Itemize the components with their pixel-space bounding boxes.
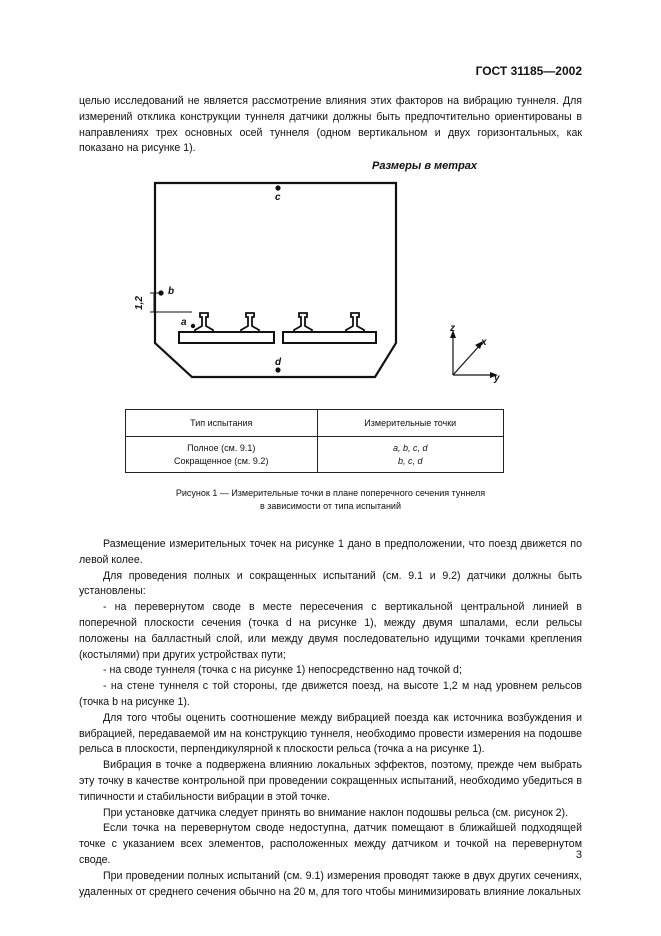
rail-left-2 — [241, 313, 259, 332]
test-types-table — [125, 409, 504, 473]
paragraph: Для проведения полных и сокращенных испытаний (см. 9.1 и 9.2) датчики должны быть установлены: — [79, 569, 582, 598]
caption-line-2: в зависимости от типа испытаний — [260, 501, 401, 511]
tunnel-cross-section-figure — [120, 175, 510, 385]
point-b-label: b — [168, 286, 175, 297]
point-c-label: c — [275, 192, 281, 203]
table-header-points: Измерительные точки — [317, 410, 504, 437]
rail-right-1 — [294, 313, 312, 332]
standard-number: ГОСТ 31185—2002 — [475, 64, 582, 78]
tunnel-outline — [155, 183, 396, 377]
axis-y-label: y — [494, 373, 500, 384]
axis-x-label: x — [481, 337, 487, 348]
right-track-bed — [283, 332, 376, 343]
test-type-cell: Сокращенное (см. 9.2) — [126, 454, 318, 473]
rail-right-2 — [346, 313, 364, 332]
intro-text — [79, 94, 582, 157]
point-a-marker — [191, 324, 195, 328]
point-d-marker — [275, 367, 280, 372]
paragraph: Вибрация в точке а подвержена влиянию локальных эффектов, поэтому, прежде чем выбрать эту точку в качестве контрольной при проведении сокращенных испытаний, необходимо убедиться в типичности и стабильности вибрации в этой точке. — [79, 759, 582, 803]
rail-left-1 — [195, 313, 213, 332]
caption-line-1: Рисунок 1 — Измерительные точки в плане поперечного сечения туннеля — [175, 488, 486, 498]
test-type-cell: Полное (см. 9.1) — [126, 437, 318, 455]
figure-caption — [79, 487, 582, 513]
table-row — [126, 437, 504, 455]
height-dimension-label: 1,2 — [134, 296, 145, 310]
axis-z-label: z — [450, 323, 455, 334]
paragraph: Размещение измерительных точек на рисунке 1 дано в предположении, что поезд движется по левой колее. — [79, 538, 582, 566]
paragraph: Если точка на перевернутом своде недоступна, датчик помещают в ближайшей подходящей точке с указанием всех элементов, расположенных между датчиком и точкой на перевернутом своде. — [79, 822, 582, 866]
coordinate-axes — [450, 330, 498, 378]
points-cell: a, b, c, d — [317, 437, 504, 455]
paragraph: При проведении полных испытаний (см. 9.1) измерения проводят также в двух других сечениях, удаленных от среднего сечения обычно на 20 м, для того чтобы минимизировать влияние локальных — [79, 869, 582, 898]
list-item: - на своде туннеля (точка с на рисунке 1) непосредственно над точкой d; — [103, 664, 462, 677]
list-item: - на стене туннеля с той стороны, где движется поезд, на высоте 1,2 м над уровнем рельсов (точка b на рисунке 1). — [79, 680, 582, 708]
point-d-label: d — [275, 357, 282, 368]
body-text — [79, 537, 582, 900]
table-row — [126, 454, 504, 473]
paragraph: Для того чтобы оценить соотношение между вибрацией поезда как источника возбуждения и вибрацией, передаваемой им на конструкцию туннеля, необходимо провести измерения на подошве рельса в плоскости, перпендикулярной к плоскости рельса (точка а на рисунке 1). — [79, 711, 582, 756]
paragraph: При установке датчика следует принять во внимание наклон подошвы рельса (см. рисунок 2). — [103, 806, 569, 819]
table-header-type: Тип испытания — [126, 410, 318, 437]
page-number: 3 — [575, 849, 582, 861]
left-track-bed — [179, 332, 274, 343]
intro-paragraph: целью исследований не является рассмотрение влияния этих факторов на вибрацию туннеля. Для измерений отклика конструкции туннеля датчики должны быть предпочтительно ориентированы в направлениях трех основных осей туннеля (одном вертикальном и двух горизонтальных, как показано на рисунке 1). — [79, 95, 582, 155]
points-cell: b, c, d — [317, 454, 504, 473]
dimensions-note: Размеры в метрах — [372, 160, 478, 172]
point-a-label: a — [181, 317, 187, 328]
point-c-marker — [275, 185, 280, 190]
list-item: - на перевернутом своде в месте пересечения с вертикальной центральной линией в поперечной плоскости сечения (точка d на рисунке 1), между двумя шпалами, если рельсы положены на балластный слой, или между двумя последовательно идущими точками крепления (костылями) при других устройствах пути; — [79, 601, 582, 661]
